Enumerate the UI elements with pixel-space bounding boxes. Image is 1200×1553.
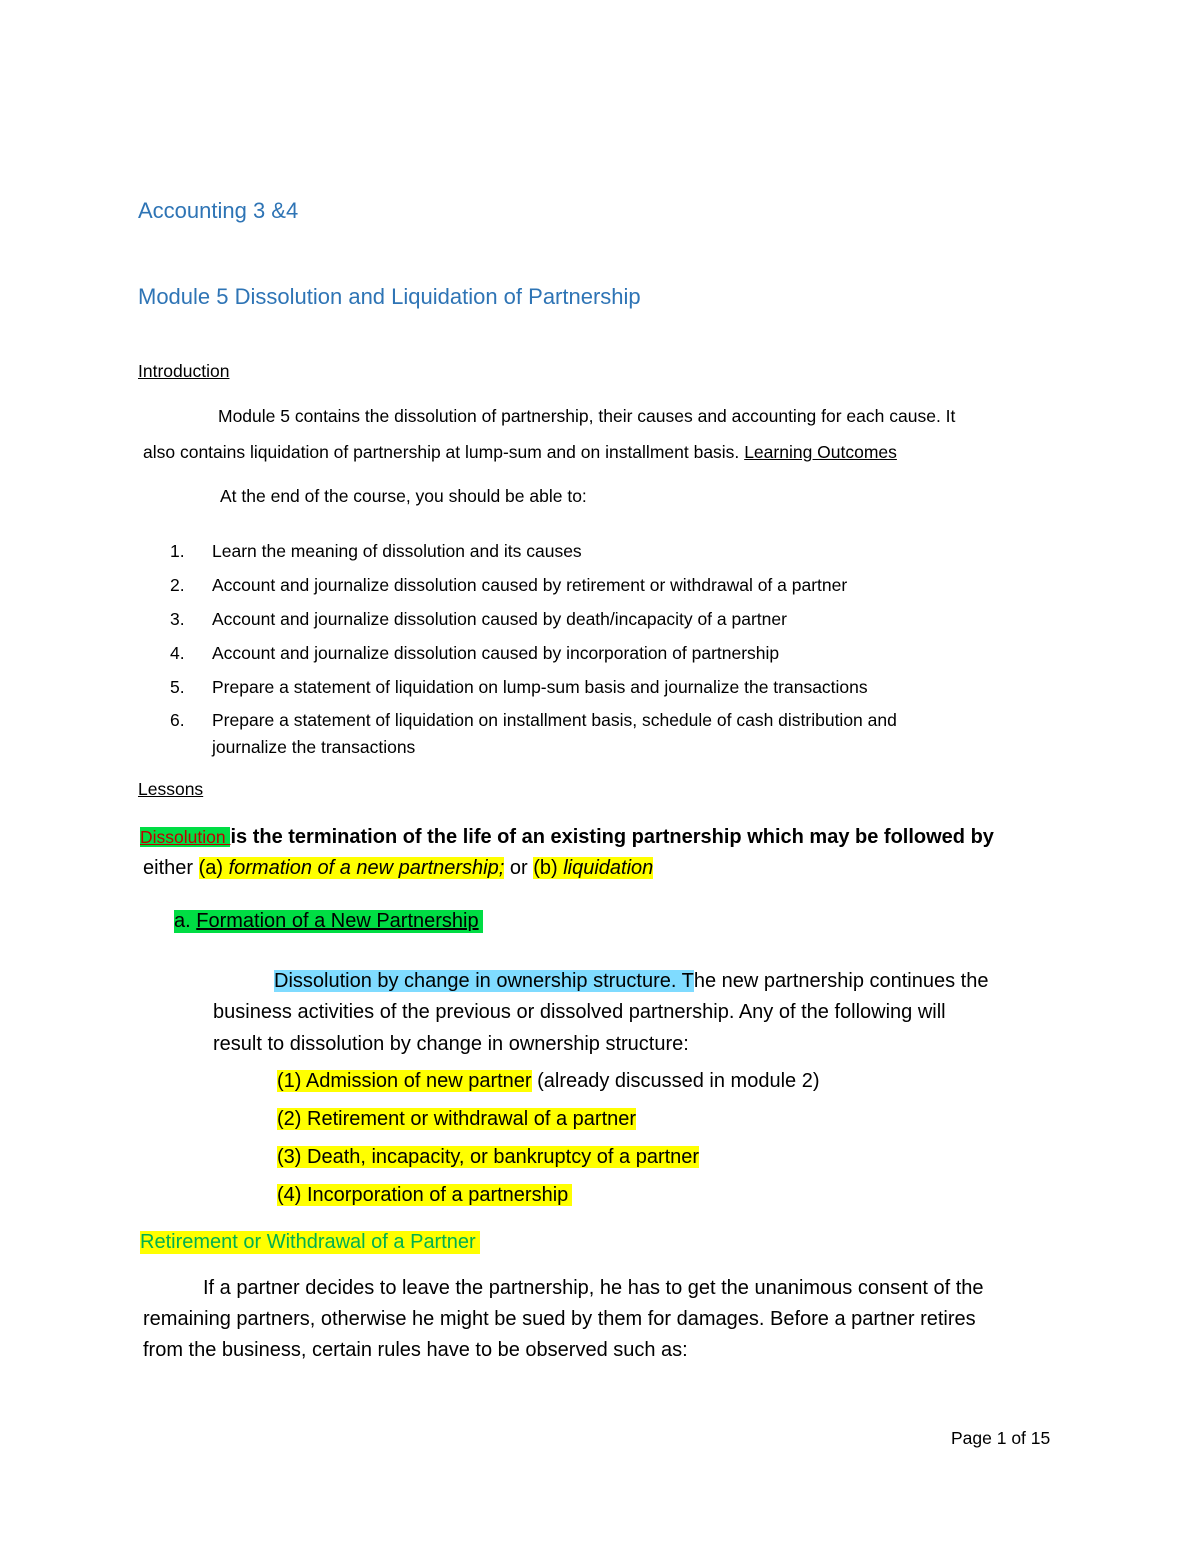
retirement-heading: Retirement or Withdrawal of a Partner — [140, 1231, 480, 1254]
ownership-change-highlight: Dissolution by change in ownership structure. T — [274, 970, 694, 992]
ownership-change-line-2: business activities of the previous or dissolved partnership. Any of the following will — [213, 1001, 946, 1023]
course-title: Accounting 3 &4 — [138, 198, 299, 223]
list-item: 5. Prepare a statement of liquidation on lump-sum basis and journalize the transactions — [170, 677, 868, 697]
list-item: 6. Prepare a statement of liquidation on installment basis, schedule of cash distribution and journalize the transactions — [170, 710, 897, 757]
section-a-heading: a. Formation of a New Partnership — [174, 910, 483, 933]
list-item: 4. Account and journalize dissolution caused by incorporation of partnership — [170, 643, 780, 663]
option-b: (b) liquidation — [533, 857, 654, 879]
intro-line-2-text: also contains liquidation of partnership at lump-sum and on installment basis. — [143, 442, 740, 462]
list-item: 3. Account and journalize dissolution caused by death/incapacity of a partner — [170, 609, 787, 629]
cause-item-3: (3) Death, incapacity, or bankruptcy of a partner — [277, 1146, 700, 1168]
dissolution-definition-line-1: Dissolution is the termination of the life of an existing partnership which may be followed by — [140, 826, 994, 848]
learning-outcomes-heading: Learning Outcomes — [744, 442, 897, 462]
list-item: 2. Account and journalize dissolution caused by retirement or withdrawal of a partner — [170, 575, 848, 595]
cause-item-4: (4) Incorporation of a partnership — [277, 1184, 572, 1207]
lessons-heading: Lessons — [138, 779, 204, 799]
cause-item-1: (1) Admission of new partner (already discussed in module 2) — [277, 1070, 820, 1092]
outcomes-lead: At the end of the course, you should be able to: — [220, 486, 587, 506]
outcomes-list — [170, 534, 1070, 761]
dissolution-term: Dissolution — [140, 827, 231, 847]
intro-line-1: Module 5 contains the dissolution of partnership, their causes and accounting for each cause. It — [218, 406, 956, 426]
intro-heading: Introduction — [138, 361, 230, 381]
dissolution-definition-line-2: either (a) formation of a new partnership; or (b) liquidation — [143, 857, 654, 879]
module-title: Module 5 Dissolution and Liquidation of Partnership — [138, 284, 641, 309]
option-a: (a) formation of a new partnership; — [198, 857, 505, 879]
cause-item-2: (2) Retirement or withdrawal of a partner — [277, 1108, 637, 1130]
retirement-paragraph-line-3: from the business, certain rules have to be observed such as: — [143, 1339, 688, 1361]
page-number: Page 1 of 15 — [951, 1428, 1051, 1448]
ownership-change-line-1: Dissolution by change in ownership structure. The new partnership continues the — [274, 970, 989, 992]
retirement-paragraph-line-1: If a partner decides to leave the partnership, he has to get the unanimous consent of the — [203, 1277, 984, 1299]
intro-line-2 — [143, 442, 897, 463]
retirement-paragraph-line-2: remaining partners, otherwise he might be sued by them for damages. Before a partner retires — [143, 1308, 976, 1330]
ownership-change-line-3: result to dissolution by change in ownership structure: — [213, 1033, 689, 1055]
list-item: 1. Learn the meaning of dissolution and its causes — [170, 541, 582, 561]
